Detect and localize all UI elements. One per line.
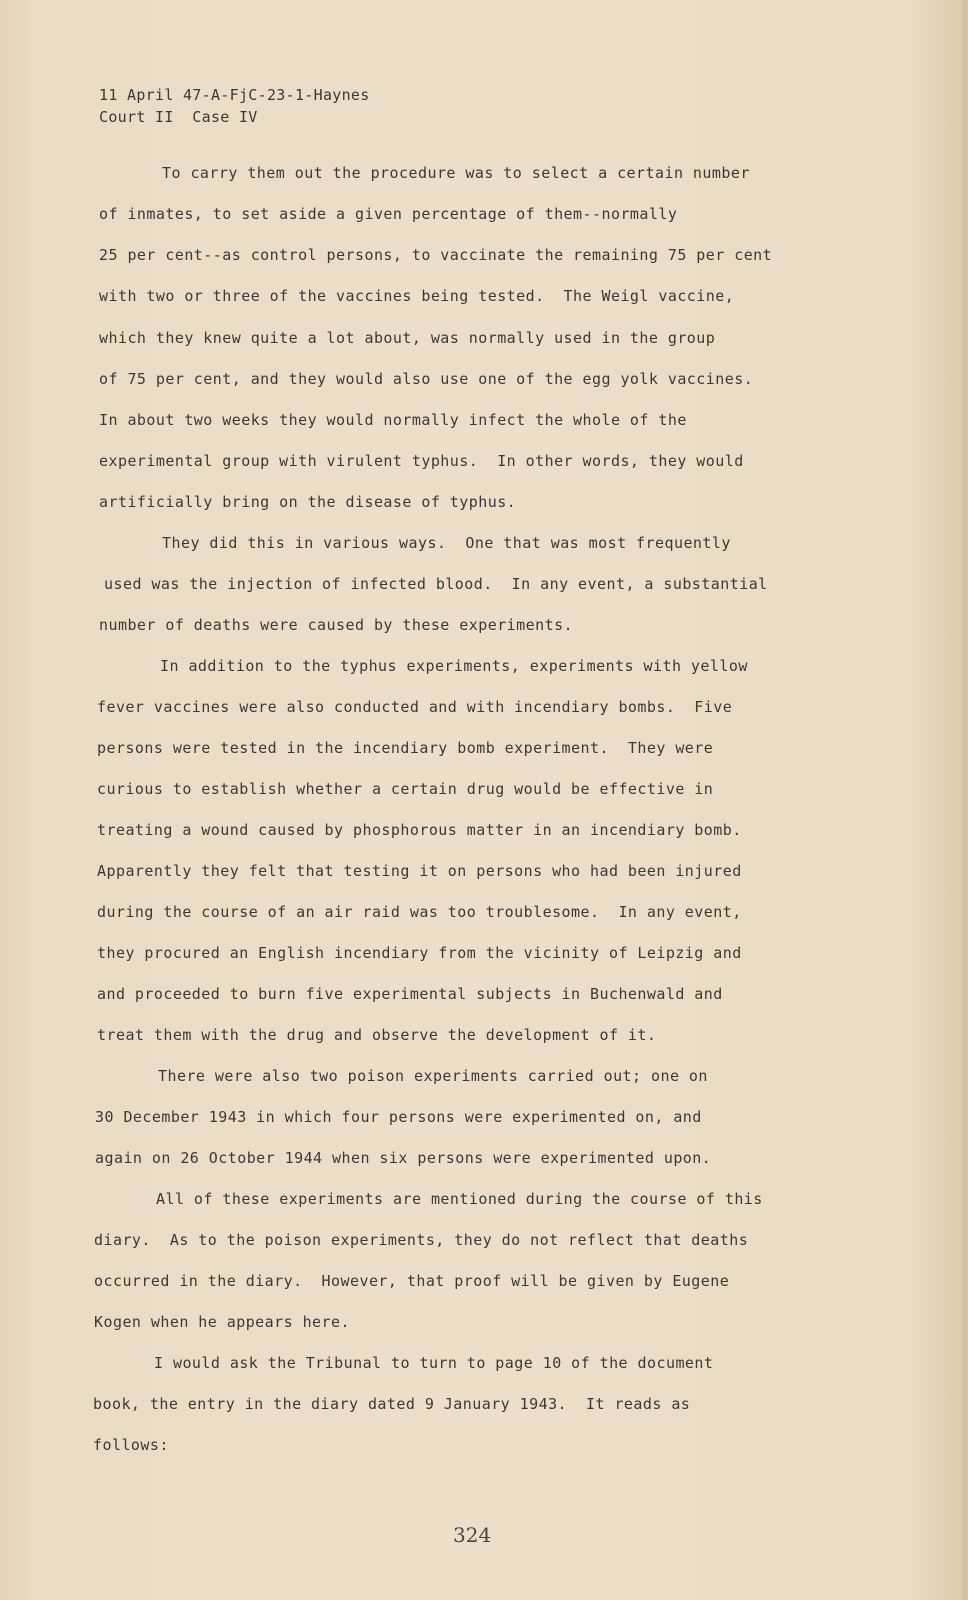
body-line: curious to establish whether a certain drug would be effective in: [97, 780, 714, 798]
body-line: There were also two poison experiments carried out; one on: [158, 1067, 708, 1085]
body-line: I would ask the Tribunal to turn to page 10 of the document: [154, 1354, 714, 1372]
body-line: experimental group with virulent typhus. In other words, they would: [99, 452, 744, 470]
body-line: artificially bring on the disease of typhus.: [99, 493, 517, 511]
body-line: All of these experiments are mentioned during the course of this: [156, 1190, 763, 1208]
body-line: during the course of an air raid was too troublesome. In any event,: [97, 903, 742, 921]
page-number: 324: [453, 1523, 492, 1547]
body-line: They did this in various ways. One that was most frequently: [162, 534, 731, 552]
body-line: 25 per cent--as control persons, to vaccinate the remaining 75 per cent: [99, 246, 773, 264]
body-line: persons were tested in the incendiary bomb experiment. They were: [97, 739, 714, 757]
body-line: book, the entry in the diary dated 9 January 1943. It reads as: [93, 1395, 691, 1413]
body-line: treat them with the drug and observe the development of it.: [97, 1026, 657, 1044]
body-line: used was the injection of infected blood. In any event, a substantial: [104, 575, 768, 593]
body-line: fever vaccines were also conducted and with incendiary bombs. Five: [97, 698, 733, 716]
body-line: To carry them out the procedure was to select a certain number: [162, 164, 750, 182]
body-line: In about two weeks they would normally infect the whole of the: [99, 411, 687, 429]
document-header: [99, 84, 370, 128]
body-line: Kogen when he appears here.: [94, 1313, 350, 1331]
body-line: and proceeded to burn five experimental subjects in Buchenwald and: [97, 985, 723, 1003]
body-line: diary. As to the poison experiments, they do not reflect that deaths: [94, 1231, 749, 1249]
header-court-line: Court II Case IV: [99, 108, 258, 126]
body-line: treating a wound caused by phosphorous matter in an incendiary bomb.: [97, 821, 742, 839]
body-line: Apparently they felt that testing it on persons who had been injured: [97, 862, 742, 880]
body-line: with two or three of the vaccines being tested. The Weigl vaccine,: [99, 287, 735, 305]
body-line: occurred in the diary. However, that proof will be given by Eugene: [94, 1272, 730, 1290]
body-line: of 75 per cent, and they would also use one of the egg yolk vaccines.: [99, 370, 754, 388]
header-reference-line: 11 April 47-A-FjC-23-1-Haynes: [99, 86, 370, 104]
body-line: 30 December 1943 in which four persons were experimented on, and: [95, 1108, 702, 1126]
body-line: In addition to the typhus experiments, experiments with yellow: [160, 657, 748, 675]
body-line: again on 26 October 1944 when six persons were experimented upon.: [95, 1149, 712, 1167]
body-line: of inmates, to set aside a given percentage of them--normally: [99, 205, 678, 223]
body-line: they procured an English incendiary from the vicinity of Leipzig and: [97, 944, 742, 962]
body-line: which they knew quite a lot about, was normally used in the group: [99, 329, 716, 347]
body-line: follows:: [93, 1436, 169, 1454]
page-edge: [962, 0, 968, 1600]
body-line: number of deaths were caused by these experiments.: [99, 616, 574, 634]
